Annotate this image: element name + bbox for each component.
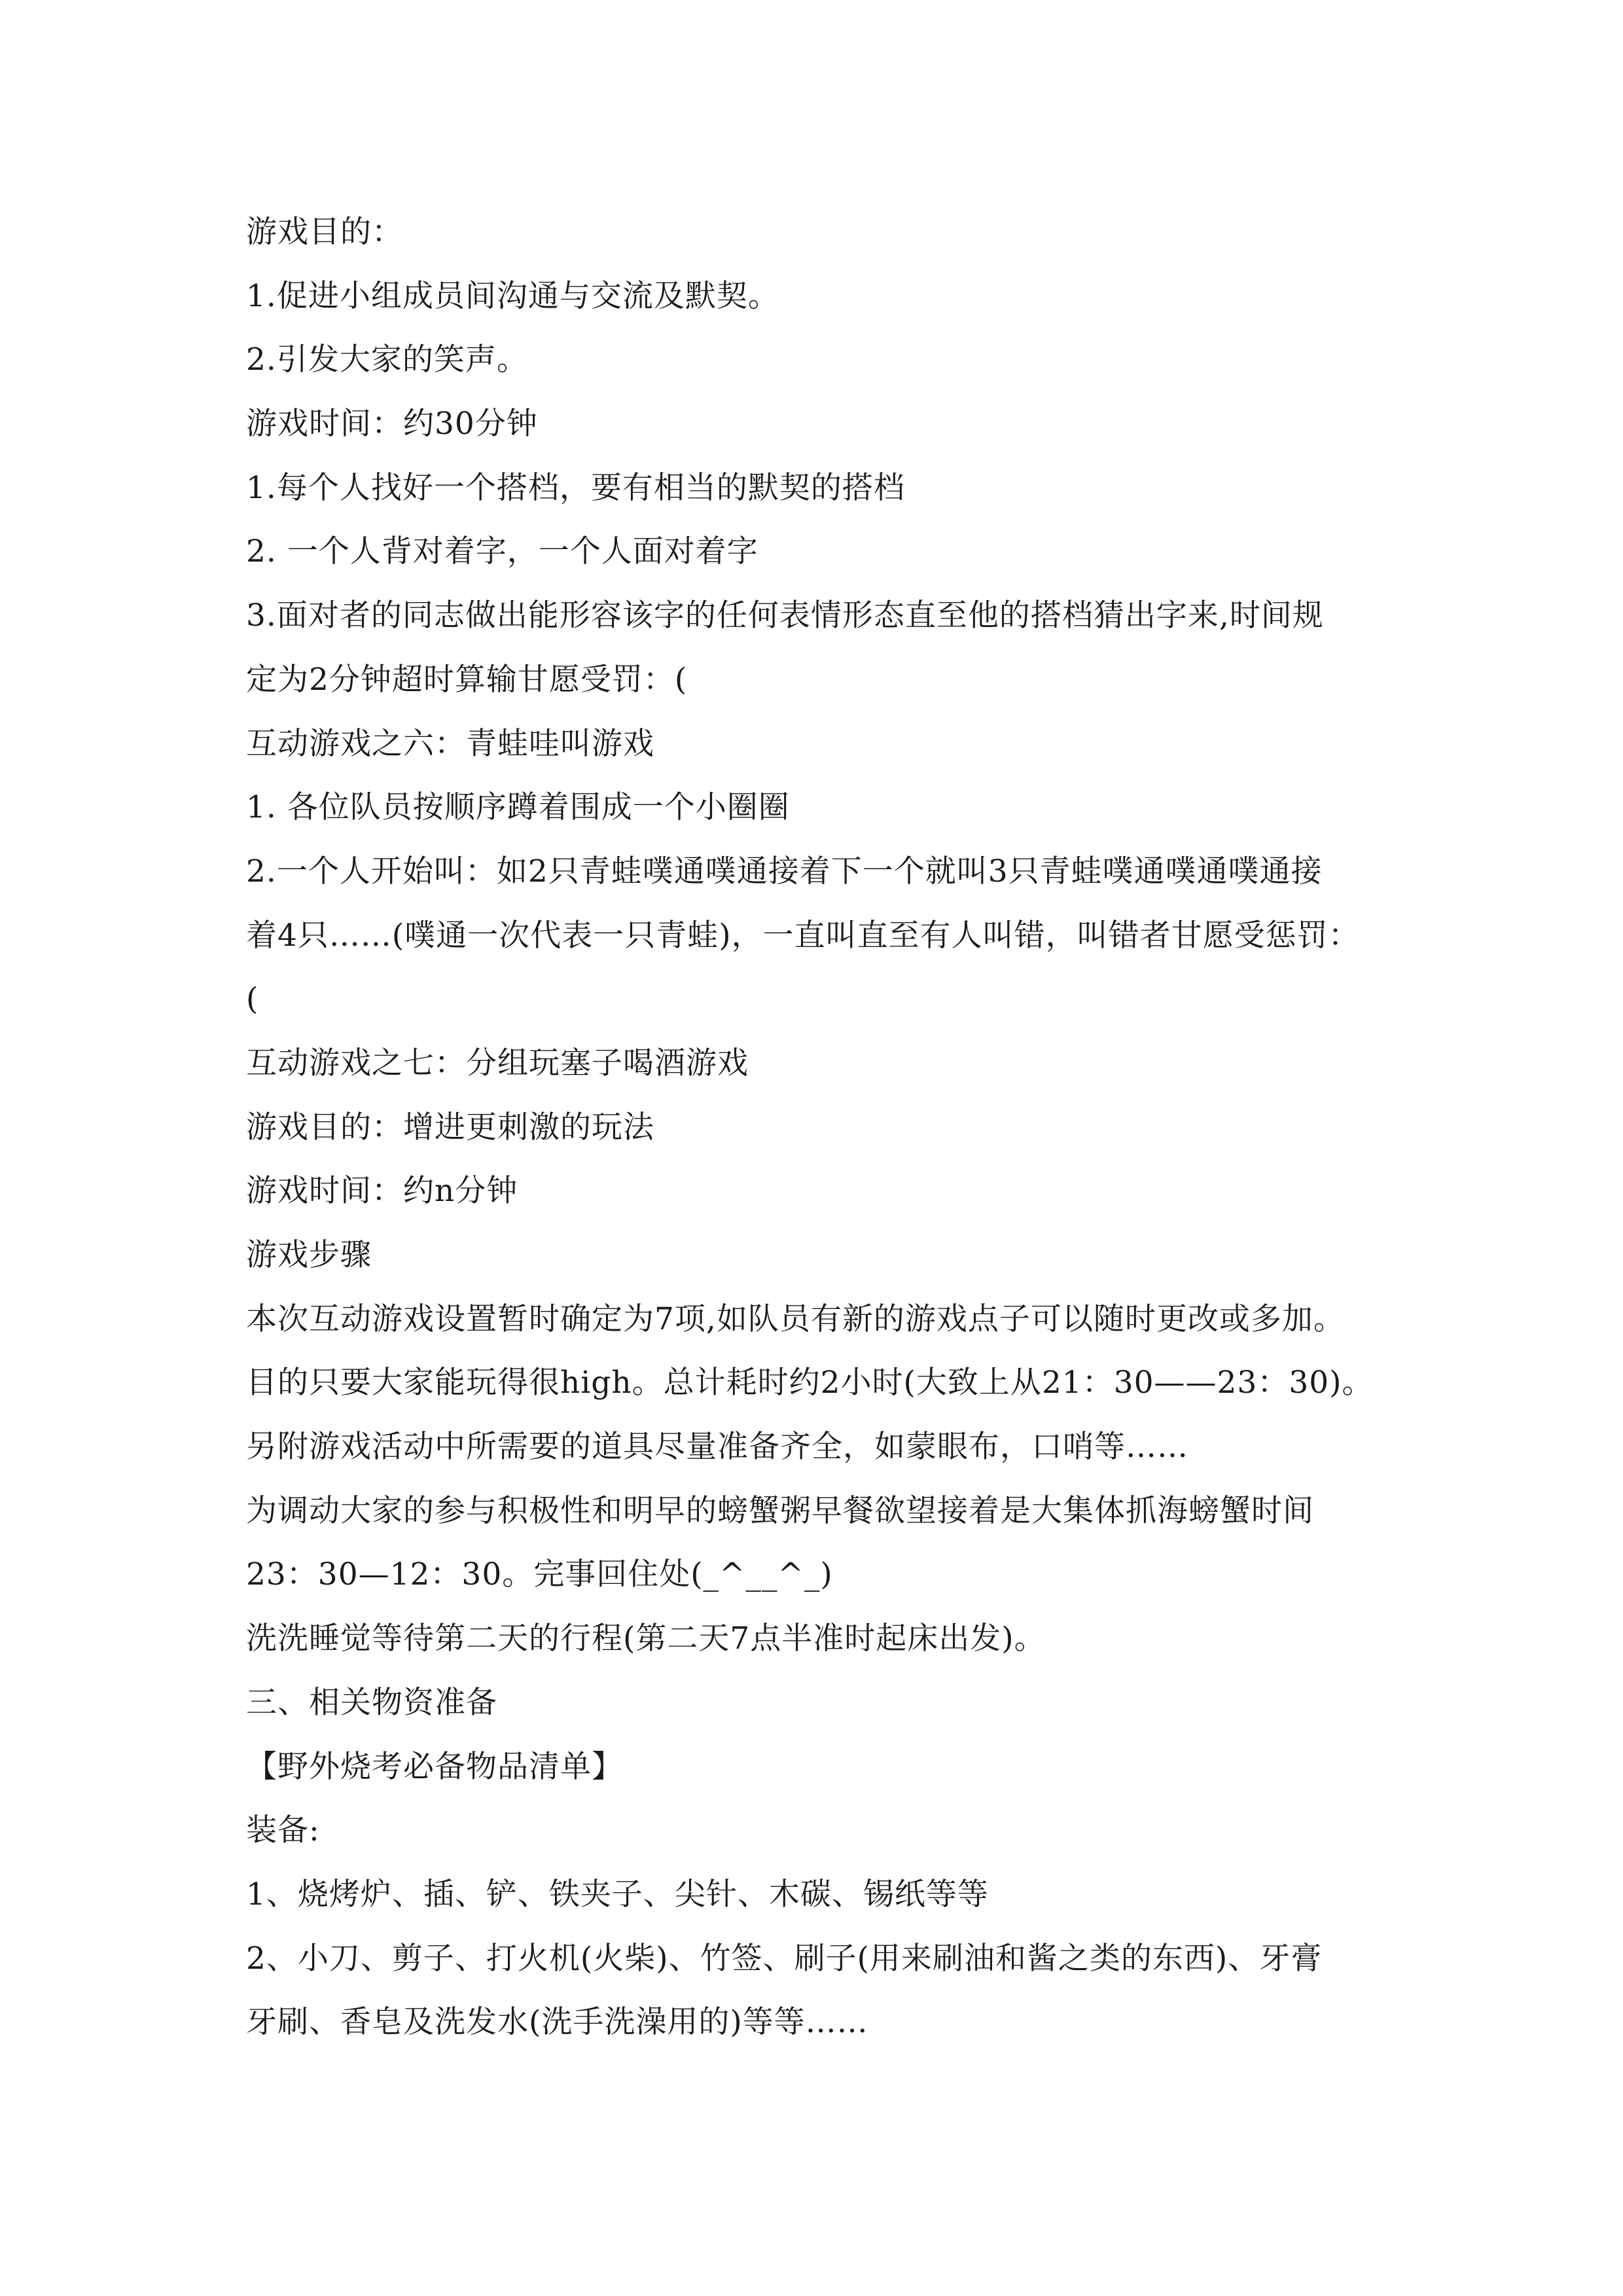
text-line: 着4只……(噗通一次代表一只青蛙)，一直叫直至有人叫错，叫错者甘愿受惩罚： xyxy=(246,917,1360,954)
text-line: 为调动大家的参与积极性和明早的螃蟹粥早餐欲望接着是大集体抓海螃蟹时间 xyxy=(246,1492,1314,1529)
list-item: 2、小刀、剪子、打火机(火柴)、竹签、刷子(用来刷油和酱之类的东西)、牙膏 xyxy=(246,1940,1323,1977)
section-heading: 互动游戏之六：青蛙哇叫游戏 xyxy=(246,725,654,762)
text-line: 2. 一个人背对着字，一个人面对着字 xyxy=(246,533,758,570)
list-title: 【野外烧考必备物品清单】 xyxy=(246,1748,623,1785)
text-line: 游戏步骤 xyxy=(246,1237,372,1273)
section-heading: 三、相关物资准备 xyxy=(246,1684,497,1721)
text-line: 洗洗睡觉等待第二天的行程(第二天7点半准时起床出发)。 xyxy=(246,1621,1046,1657)
text-line: 游戏目的： xyxy=(246,214,403,250)
text-line: 2.一个人开始叫：如2只青蛙噗通噗通接着下一个就叫3只青蛙噗通噗通噗通接 xyxy=(246,853,1323,889)
document-body xyxy=(246,200,1398,2054)
text-line: 定为2分钟超时算输甘愿受罚：( xyxy=(246,661,688,698)
text-line: ( xyxy=(246,981,259,1018)
list-item: 牙刷、香皂及洗发水(洗手洗澡用的)等等…… xyxy=(246,2004,868,2041)
text-line: 1.每个人找好一个搭档，要有相当的默契的搭档 xyxy=(246,469,905,506)
text-line: 23：30—12：30。完事回住处(_^__^_) xyxy=(246,1556,833,1593)
text-line: 游戏时间：约30分钟 xyxy=(246,406,538,442)
text-line: 本次互动游戏设置暂时确定为7项,如队员有新的游戏点子可以随时更改或多加。 xyxy=(246,1300,1345,1337)
text-line: 装备: xyxy=(246,1812,320,1849)
list-item: 1、烧烤炉、插、铲、铁夹子、尖针、木碳、锡纸等等 xyxy=(246,1876,989,1912)
section-heading: 互动游戏之七：分组玩塞子喝酒游戏 xyxy=(246,1045,749,1081)
text-line: 游戏时间：约n分钟 xyxy=(246,1173,518,1210)
text-line: 游戏目的：增进更刺激的玩法 xyxy=(246,1109,654,1145)
text-line: 1. 各位队员按顺序蹲着围成一个小圈圈 xyxy=(246,789,790,826)
text-line: 3.面对者的同志做出能形容该字的任何表情形态直至他的搭档猜出字来,时间规 xyxy=(246,598,1324,634)
text-line: 另附游戏活动中所需要的道具尽量准备齐全，如蒙眼布，口哨等…… xyxy=(246,1429,1188,1465)
text-line: 2.引发大家的笑声。 xyxy=(246,342,528,378)
text-line: 目的只要大家能玩得很high。总计耗时约2小时(大致上从21：30——23：30)。 xyxy=(246,1365,1374,1401)
text-line: 1.促进小组成员间沟通与交流及默契。 xyxy=(246,278,779,314)
